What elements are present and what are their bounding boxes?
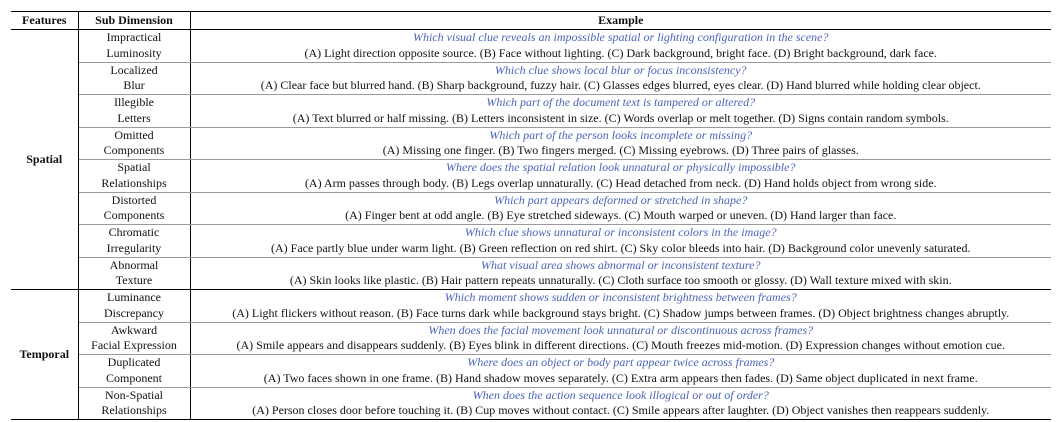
example-cell (190, 322, 1051, 355)
table-row (11, 322, 1051, 355)
sub-dimension-cell (78, 160, 190, 193)
sub-dimension-line1: Localized (110, 62, 158, 77)
table-row (11, 290, 1051, 323)
sub-dimension-line2: Luminosity (106, 45, 162, 60)
sub-dimension-cell (78, 290, 190, 323)
example-question: Which clue shows unnatural or inconsistent colors in the image? (464, 225, 777, 240)
table-row (11, 95, 1051, 128)
example-options: (A) Missing one finger. (B) Two fingers merged. (C) Missing eyebrows. (D) Three pairs of glasses. (382, 143, 859, 158)
example-cell (190, 160, 1051, 193)
sub-dimension-cell (78, 257, 190, 290)
sub-dimension-line2: Irregularity (106, 240, 162, 255)
sub-dimension-cell (78, 30, 190, 63)
example-question: Where does an object or body part appear twice across frames? (467, 355, 775, 370)
example-question: Which part of the document text is tampered or altered? (486, 95, 756, 110)
sub-dimension-line2: Letters (117, 110, 151, 125)
sub-dimension-cell (78, 127, 190, 160)
header-example: Example (190, 12, 1051, 30)
sub-dimension-line2: Component (106, 370, 162, 385)
table-row (11, 160, 1051, 193)
example-cell (190, 95, 1051, 128)
example-cell (190, 62, 1051, 95)
example-question: Which part appears deformed or stretched in shape? (494, 192, 748, 207)
example-options: (A) Skin looks like plastic. (B) Hair pattern repeats unnaturally. (C) Cloth surface too smooth or glossy. (D) Wall texture mixed with skin. (289, 273, 952, 288)
example-options: (A) Clear face but blurred hand. (B) Sharp background, fuzzy hair. (C) Glasses edges blurred, eyes clear. (D) Hand blurred while holding clear object. (260, 78, 981, 93)
sub-dimension-line1: Distorted (111, 192, 157, 207)
taxonomy-table (11, 11, 1051, 420)
example-cell (190, 225, 1051, 258)
sub-dimension-line1: Illegible (114, 95, 154, 110)
sub-dimension-line2: Relationships (101, 403, 167, 418)
feature-label-spatial: Spatial (11, 30, 78, 290)
sub-dimension-line2: Facial Expression (91, 338, 177, 353)
example-options: (A) Face partly blue under warm light. (B) Green reflection on red shirt. (C) Sky color bleeds into hair. (D) Background color unevenly saturated. (271, 240, 971, 255)
sub-dimension-line2: Relationships (101, 175, 167, 190)
table-row (11, 192, 1051, 225)
example-question: When does the facial movement look unnatural or discontinuous across frames? (428, 322, 814, 337)
sub-dimension-line1: Awkward (110, 322, 158, 337)
sub-dimension-cell (78, 322, 190, 355)
example-cell (190, 387, 1051, 420)
sub-dimension-cell (78, 192, 190, 225)
example-question: Where does the spatial relation look unnatural or physically impossible? (446, 160, 796, 175)
sub-dimension-line2: Discrepancy (104, 305, 164, 320)
feature-label-temporal: Temporal (11, 290, 78, 420)
sub-dimension-cell (78, 387, 190, 420)
sub-dimension-line2: Components (103, 143, 165, 158)
example-question: Which clue shows local blur or focus inconsistency? (494, 62, 747, 77)
sub-dimension-line1: Omitted (114, 127, 154, 142)
header-features: Features (11, 12, 78, 30)
sub-dimension-line1: Abnormal (109, 257, 159, 272)
sub-dimension-line1: Impractical (106, 30, 162, 45)
table-header (11, 12, 1051, 30)
header-sub-dimension: Sub Dimension (78, 12, 190, 30)
table-row (11, 225, 1051, 258)
example-cell (190, 355, 1051, 388)
table-row (11, 30, 1051, 63)
example-cell (190, 192, 1051, 225)
sub-dimension-line1: Spatial (117, 160, 151, 175)
example-options: (A) Finger bent at odd angle. (B) Eye stretched sideways. (C) Mouth warped or uneven. (D) Hand larger than face. (345, 208, 897, 223)
example-options: (A) Two faces shown in one frame. (B) Hand shadow moves separately. (C) Extra arm appears then fades. (D) Same object duplicated in next frame. (263, 370, 978, 385)
table-row (11, 387, 1051, 420)
example-cell (190, 257, 1051, 290)
table-row (11, 127, 1051, 160)
example-cell (190, 127, 1051, 160)
sub-dimension-cell (78, 355, 190, 388)
example-cell (190, 290, 1051, 323)
table-row (11, 355, 1051, 388)
sub-dimension-line2: Texture (115, 273, 153, 288)
sub-dimension-line1: Duplicated (107, 355, 161, 370)
sub-dimension-line2: Blur (123, 78, 145, 93)
example-question: Which part of the person looks incomplete or missing? (489, 127, 753, 142)
sub-dimension-line1: Chromatic (108, 225, 160, 240)
example-options: (A) Light flickers without reason. (B) Face turns dark while background stays bright. (C) Shadow jumps between frames. (D) Object brightness changes abruptly. (232, 305, 1010, 320)
sub-dimension-line1: Non-Spatial (105, 387, 163, 402)
example-question: What visual area shows abnormal or inconsistent texture? (481, 257, 761, 272)
table-body (11, 30, 1051, 420)
sub-dimension-cell (78, 225, 190, 258)
table-row (11, 62, 1051, 95)
sub-dimension-line1: Luminance (107, 290, 161, 305)
example-options: (A) Person closes door before touching it. (B) Cup moves without contact. (C) Smile appears after laughter. (D) Object vanishes then reappears suddenly. (252, 403, 990, 418)
example-cell (190, 30, 1051, 63)
sub-dimension-line2: Components (103, 208, 165, 223)
example-options: (A) Light direction opposite source. (B) Face without lighting. (C) Dark background, bright face. (D) Bright background, dark face. (304, 45, 937, 60)
sub-dimension-cell (78, 62, 190, 95)
example-options: (A) Arm passes through body. (B) Legs overlap unnaturally. (C) Head detached from neck. (D) Hand holds object from wrong side. (304, 175, 937, 190)
example-question: Which moment shows sudden or inconsistent brightness between frames? (444, 290, 797, 305)
example-question: Which visual clue reveals an impossible spatial or lighting configuration in the scene? (413, 30, 829, 45)
example-options: (A) Smile appears and disappears suddenly. (B) Eyes blink in different directions. (C) Mouth freezes mid-motion. (D) Expression changes without emotion cue. (236, 338, 1005, 353)
example-options: (A) Text blurred or half missing. (B) Letters inconsistent in size. (C) Words overlap or melt together. (D) Signs contain random symbols. (292, 110, 949, 125)
table-row (11, 257, 1051, 290)
sub-dimension-cell (78, 95, 190, 128)
example-question: When does the action sequence look illogical or out of order? (472, 387, 769, 402)
